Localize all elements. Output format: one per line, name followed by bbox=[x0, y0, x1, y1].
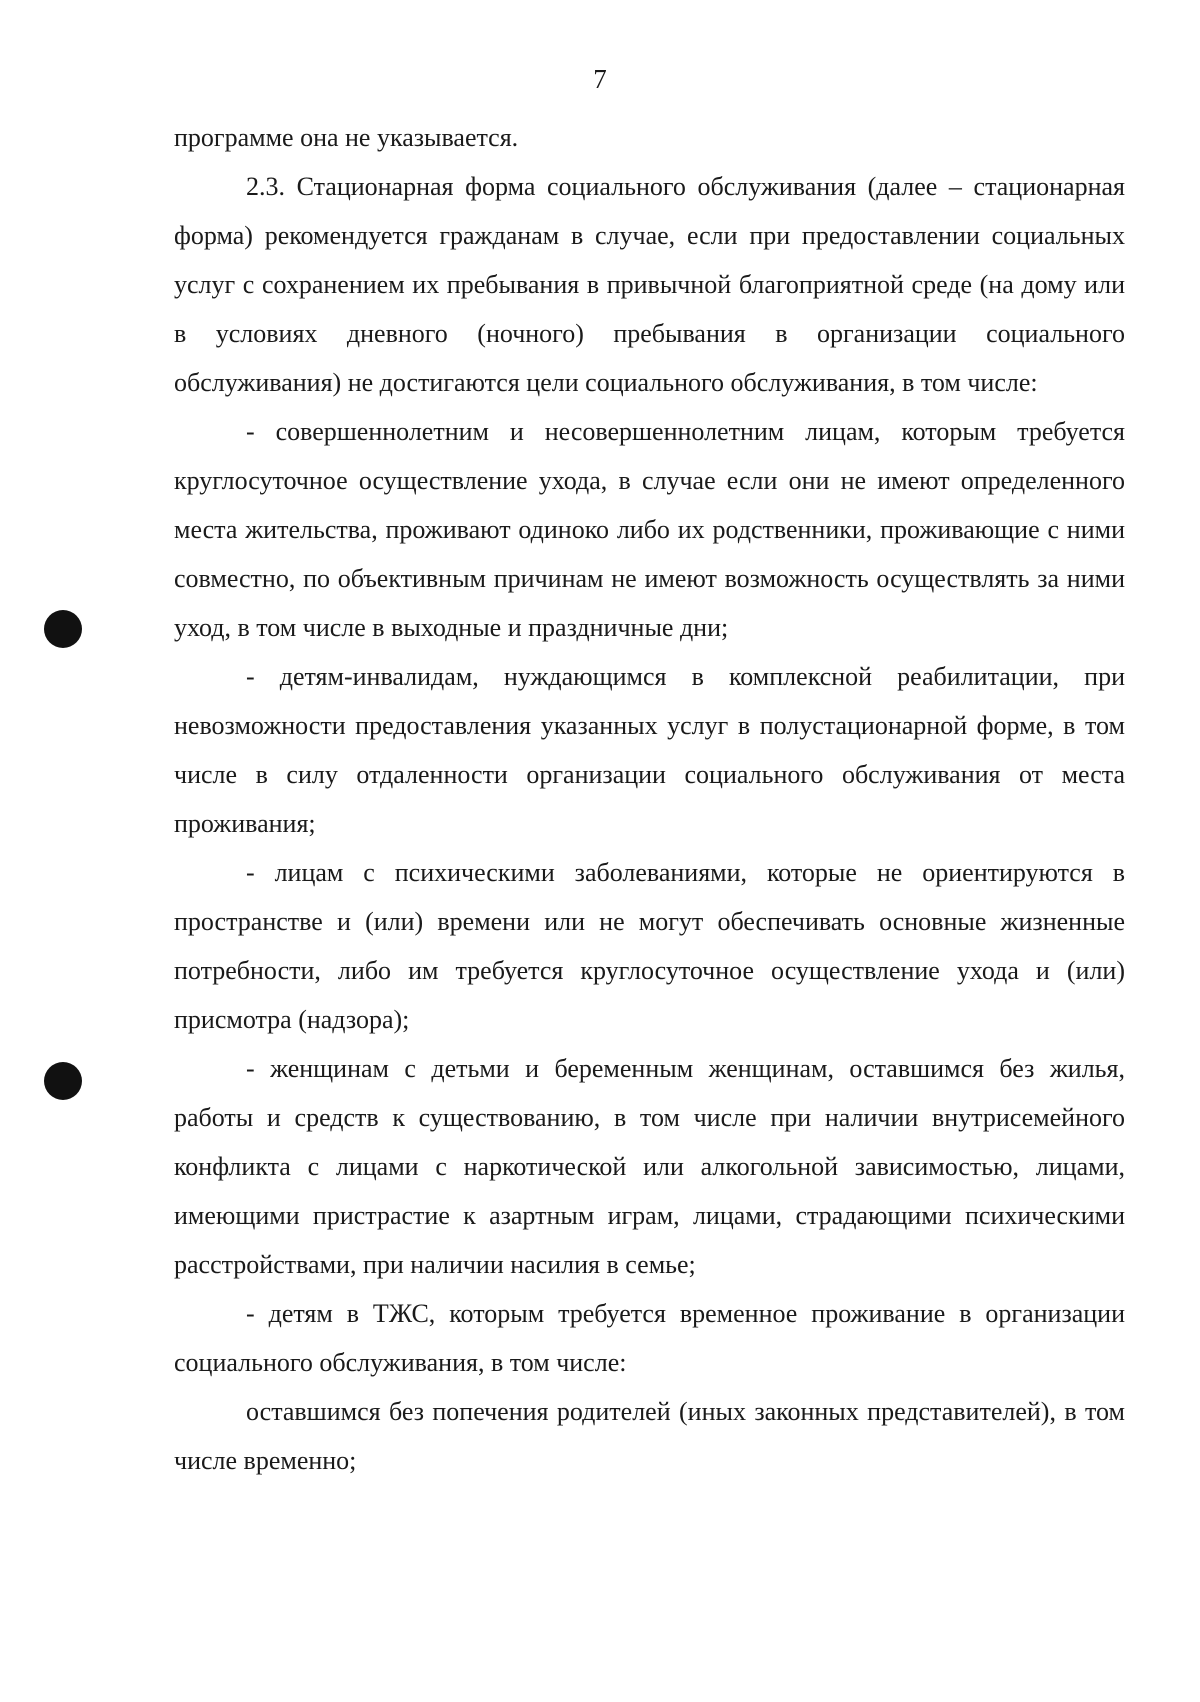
document-body bbox=[174, 113, 1125, 1485]
sub-item-without-parental-care: оставшимся без попечения родителей (иных законных представителей), в том числе временно; bbox=[174, 1397, 1125, 1475]
list-item-mental-illness: - лицам с психическими заболеваниями, которые не ориентируются в пространстве и (или) времени или не могут обеспечивать основные жизненные потребности, либо им требуется круглосуточное осуществление ухода и (или) присмотра (надзора); bbox=[174, 858, 1125, 1034]
paragraph-continuation: программе она не указывается. bbox=[174, 123, 519, 152]
punch-hole bbox=[44, 1062, 82, 1100]
punch-hole bbox=[44, 610, 82, 648]
page-number: 7 bbox=[593, 64, 607, 94]
list-item-disabled-children: - детям-инвалидам, нуждающимся в комплексной реабилитации, при невозможности предоставления указанных услуг в полустационарной форме, в том числе в силу отдаленности организации социального обслуживания от места проживания; bbox=[174, 662, 1125, 838]
list-item-children-tzhs: - детям в ТЖС, которым требуется временное проживание в организации социального обслуживания, в том числе: bbox=[174, 1299, 1125, 1377]
list-item-adults-minors: - совершеннолетним и несовершеннолетним лицам, которым требуется круглосуточное осуществление ухода, в случае если они не имеют определенного места жительства, проживают одиноко либо их родственники, проживающие с ними совместно, по объективным причинам не имеют возможность осуществлять за ними уход, в том числе в выходные и праздничные дни; bbox=[174, 417, 1125, 642]
paragraph-section-2-3: 2.3. Стационарная форма социального обслуживания (далее – стационарная форма) рекомендуется гражданам в случае, если при предоставлении социальных услуг с сохранением их пребывания в привычной благоприятной среде (на дому или в условиях дневного (ночного) пребывания в организации социального обслуживания) не достигаются цели социального обслуживания, в том числе: bbox=[174, 172, 1125, 397]
list-item-women-with-children: - женщинам с детьми и беременным женщинам, оставшимся без жилья, работы и средств к существованию, в том числе при наличии внутрисемейного конфликта с лицами с наркотической или алкогольной зависимостью, лицами, имеющими пристрастие к азартным играм, лицами, страдающими психическими расстройствами, при наличии насилия в семье; bbox=[174, 1054, 1125, 1279]
